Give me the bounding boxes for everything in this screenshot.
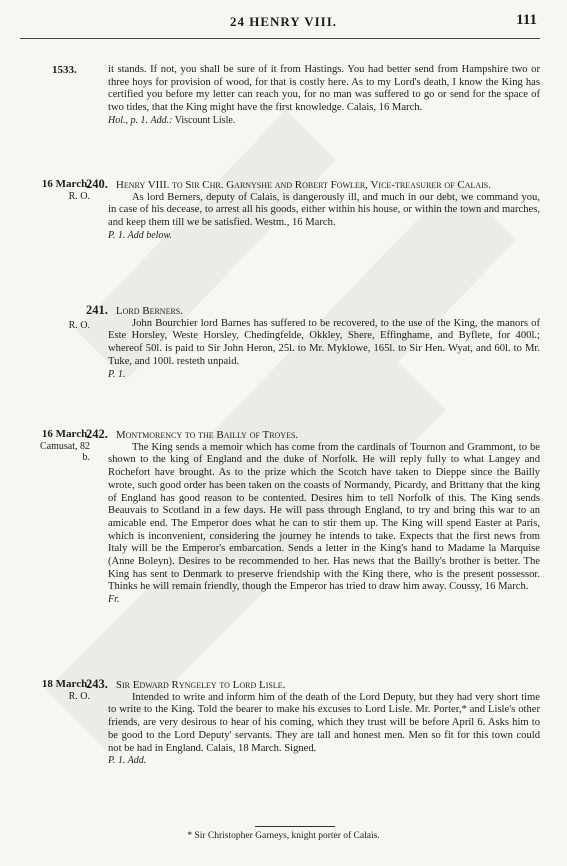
entry-number: 243.: [86, 677, 108, 691]
entry-body: John Bourchier lord Barnes has suffered to be recovered, to the use of the King, the manors of Este Horsley, Weste Horsley, Chedingfelde, Okkley, Shere, Effinghame, and Byflete, for 400l.; whereof 50l. is paid to Sir John Heron, 25l. to Mr. Myklowe, 165l. to Sir Hen. Wyat, and 60l. to Mr. Tuke, and 100l. resteth unpaid.: [108, 317, 540, 367]
entry-number: 241.: [86, 303, 108, 317]
entry-title-line: [86, 303, 540, 318]
entry-241-margin: [8, 320, 90, 331]
entry-ref: R. O.: [68, 320, 90, 331]
entry-243: [86, 677, 540, 768]
continuation-note: [108, 115, 540, 128]
footnote: * Sir Christopher Garneys, knight porter of Calais.: [187, 831, 380, 841]
entry-243-margin: [8, 678, 90, 702]
entry-ref: R. O.: [68, 190, 90, 202]
running-title: 24 HENRY VIII.: [229, 14, 338, 29]
entry-title: Montmorency to the Bailly of Troyes.: [115, 429, 299, 441]
entry-ref: R. O.: [68, 690, 90, 702]
entry-body: Intended to write and inform him of the death of the Lord Deputy, but they had very short time to write to the King. Told the bearer to make his excuses to Lord Lisle. Mr. Porter,* and Lisle's other friends, are very desirous to hear of his coming, which they trust will be before April 6. Asks him to be good to the Lord Deputy' servants. They are tall and honest men. Men so fit for this town could not be had in England. Calais, 18 March. Signed.: [108, 691, 540, 754]
page-header: [0, 12, 567, 36]
entry-title-line: [86, 177, 540, 192]
entry-note: P. 1. Add.: [108, 755, 147, 767]
note-add-label: Add.:: [150, 114, 173, 126]
footnote-rule: [255, 826, 335, 827]
continuation-text: it stands. If not, you shall be sure of it from Hastings. You had better send from Hampshire two or three hoys for provision of wood, for that is costly here. As to my Lord's death, I know the King has certified you before my letter can reach you, for no man was suffered to go or send for the space of two tides, that the King might have the first knowledge. Calais, 16 March.: [108, 64, 540, 114]
entry-title: Henry VIII. to Sir Chr. Garnyshe and Robert Fowler, Vice-treasurer of Calais.: [115, 179, 492, 191]
entry-date: 18 March.: [41, 678, 90, 690]
entry-title: Lord Berners.: [115, 305, 183, 317]
page-number: 111: [516, 12, 537, 28]
entry-note: Fr.: [108, 594, 120, 606]
entry-body: As lord Berners, deputy of Calais, is dangerously ill, and much in our debt, we command you, in case of his decease, to arrest all his goods, either within his house, or within the town and marches, and keep them till we be satisfied. Westm., 16 March.: [108, 191, 540, 229]
entry-240: [86, 177, 540, 243]
entry-body: The King sends a memoir which has come from the cardinals of Tournon and Grammont, to be shown to the king of England and the duke of Norfolk. He will reply fully to what Langey and Rochefort have brought. As to the prize which the Scotch have taken to Dieppe since the Bailly wrote, such good order has been taken on the coasts of Normandy, Picardy, and Brittany that the king of England has good reason to be contented. Desires him to tell Norfolk of this. The King sends Beauvais to Scotland in a few days. He will pass through England, to try and bring this war to an amicable end. The Emperor does what he can to stir them up. The King will spend Easter at Paris, which is inconvenient, considering the journey he intends to take. Expects that the first news from Italy will be the Emperor's embarcation. Sends a letter in the King's hand to Madame la Marquise (Anne Boleyn). Desires to be recommended to her. Has news that the Bailly's brother is better. The King has sent to Denmark to preserve friendship with the King there, who is the present possessor. Thinks he will remain friendly, though the Emperor has tried to draw him away. Coussy, 16 March.: [108, 441, 540, 593]
entry-date: 16 March.: [41, 428, 90, 440]
entry-note: P. 1. Add below.: [108, 229, 172, 241]
year-marker: 1533.: [52, 64, 77, 76]
entry-note: P. 1.: [108, 368, 126, 380]
entry-title: Sir Edward Ryngeley to Lord Lisle.: [115, 679, 286, 691]
entry-241: [86, 303, 540, 381]
entry-title-line: [86, 677, 540, 692]
entry-date: 16 March.: [41, 178, 90, 190]
entry-number: 240.: [86, 177, 108, 191]
note-label: Hol., p. 1.: [108, 114, 148, 126]
entry-240-margin: [8, 178, 90, 202]
entry-242: [86, 427, 540, 607]
continuation-block: [108, 64, 540, 128]
entry-242-margin: [8, 428, 90, 463]
note-add-value: Viscount Lisle.: [174, 114, 236, 126]
entry-number: 242.: [86, 427, 108, 441]
entry-ref: Camusat, 82 b.: [40, 440, 90, 463]
entry-title-line: [86, 427, 540, 442]
header-rule: [20, 38, 540, 39]
